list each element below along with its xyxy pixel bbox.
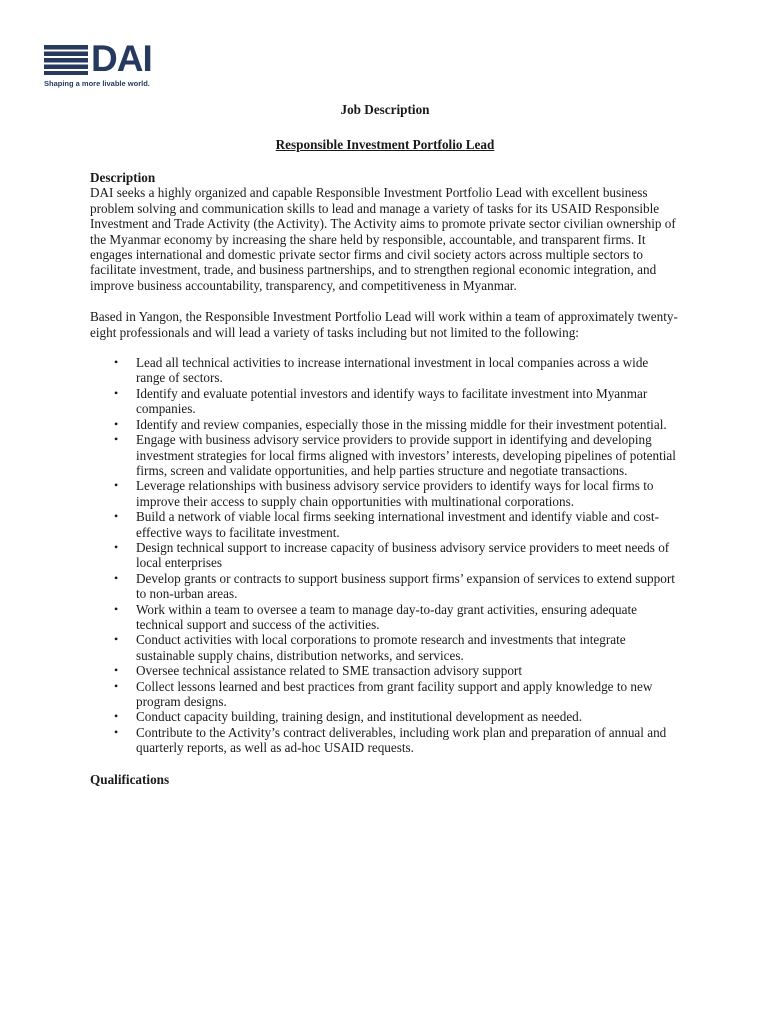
list-item-text: Design technical support to increase capacity of business advisory service providers to meet needs of local enterprises xyxy=(136,539,670,571)
dai-logo xyxy=(44,38,174,91)
list-item xyxy=(90,679,680,710)
responsibilities-list xyxy=(90,355,680,756)
intro-paragraph: Based in Yangon, the Responsible Investment Portfolio Lead will work within a team of approximately twenty-eight professionals and will lead a variety of tasks including but not limited to the following: xyxy=(90,309,678,340)
list-item-text: Identify and evaluate potential investors and identify ways to facilitate investment into Myanmar companies. xyxy=(136,385,648,417)
list-item xyxy=(90,709,680,724)
list-item xyxy=(90,355,680,386)
dai-logo-stripes-icon xyxy=(44,45,88,75)
list-item xyxy=(90,632,680,663)
list-item-text: Leverage relationships with business advisory service providers to identify ways for local firms to improve their access to supply chain opportunities with multinational corporations. xyxy=(136,478,654,509)
list-item-text: Conduct activities with local corporations to promote research and investments that integrate sustainable supply chains, distribution networks, and services. xyxy=(136,632,626,663)
logo-tagline: Shaping a more livable world. xyxy=(44,79,150,88)
list-item-text: Lead all technical activities to increase international investment in local companies across a wide range of sectors. xyxy=(136,355,649,386)
bullet-icon: • xyxy=(114,709,119,724)
list-item-text: Develop grants or contracts to support business support firms’ expansion of services to extend support to non-urban areas. xyxy=(136,570,675,602)
list-item-text: Identify and review companies, especially those in the missing middle for their investment potential. xyxy=(136,416,667,432)
list-item-text: Work within a team to oversee a team to manage day-to-day grant activities, ensuring adequate technical support and success of the activities. xyxy=(136,601,637,632)
qualifications-heading: Qualifications xyxy=(90,771,170,787)
bullet-icon: • xyxy=(114,724,119,739)
bullet-icon: • xyxy=(114,663,119,678)
description-heading: Description xyxy=(90,170,156,185)
list-item xyxy=(90,540,680,571)
list-item xyxy=(90,663,680,678)
bullet-icon: • xyxy=(114,570,119,585)
bullet-icon: • xyxy=(114,416,119,431)
list-item-text: Oversee technical assistance related to SME transaction advisory support xyxy=(136,663,522,679)
list-item xyxy=(90,602,680,633)
description-paragraph: DAI seeks a highly organized and capable Responsible Investment Portfolio Lead with excellent business problem solving and communication skills to lead and manage a variety of tasks for its USAID Responsible Investment and Trade Activity (the Activity). The Activity aims to promote private sector civilian ownership of the Myanmar economy by increasing the share held by responsible, accountable, and transparent firms. It engages international and domestic private sector firms and civil society actors across multiple sectors to facilitate investment, trade, and business partnerships, and to strengthen regional economic integration, and improve business accountability, transparency, and competitiveness in Myanmar. xyxy=(90,185,676,293)
list-item xyxy=(90,386,680,417)
bullet-icon: • xyxy=(114,478,119,493)
list-item-text: Build a network of viable local firms seeking international investment and identify viable and cost-effective ways to facilitate investment. xyxy=(136,509,659,540)
list-item-text: Collect lessons learned and best practices from grant facility support and apply knowledge to new program designs. xyxy=(136,678,653,709)
bullet-icon: • xyxy=(114,432,119,447)
list-item xyxy=(90,571,680,602)
bullet-icon: • xyxy=(114,678,119,693)
page-title: Job Description xyxy=(340,102,430,117)
bullet-icon: • xyxy=(114,601,119,616)
bullet-icon: • xyxy=(114,509,119,524)
list-item xyxy=(90,509,680,540)
list-item xyxy=(90,478,680,509)
job-title: Responsible Investment Portfolio Lead xyxy=(275,137,495,152)
list-item xyxy=(90,417,680,432)
list-item-text: Contribute to the Activity’s contract deliverables, including work plan and preparation of annual and quarterly reports, as well as ad-hoc USAID requests. xyxy=(136,724,667,756)
bullet-icon: • xyxy=(114,632,119,647)
document-body xyxy=(90,102,680,787)
bullet-icon: • xyxy=(114,539,119,554)
bullet-icon: • xyxy=(114,385,119,400)
logo-wordmark: DAI xyxy=(91,38,152,79)
bullet-icon: • xyxy=(114,355,119,370)
list-item-text: Conduct capacity building, training design, and institutional development as needed. xyxy=(136,709,583,725)
list-item xyxy=(90,432,680,478)
list-item-text: Engage with business advisory service providers to provide support in identifying and developing investment strategies for local firms aligned with investors’ interests, developing pipelines of potential firms, screen and validate opportunities, and help parties structure and negotiate transactions. xyxy=(136,432,676,478)
list-item xyxy=(90,725,680,756)
